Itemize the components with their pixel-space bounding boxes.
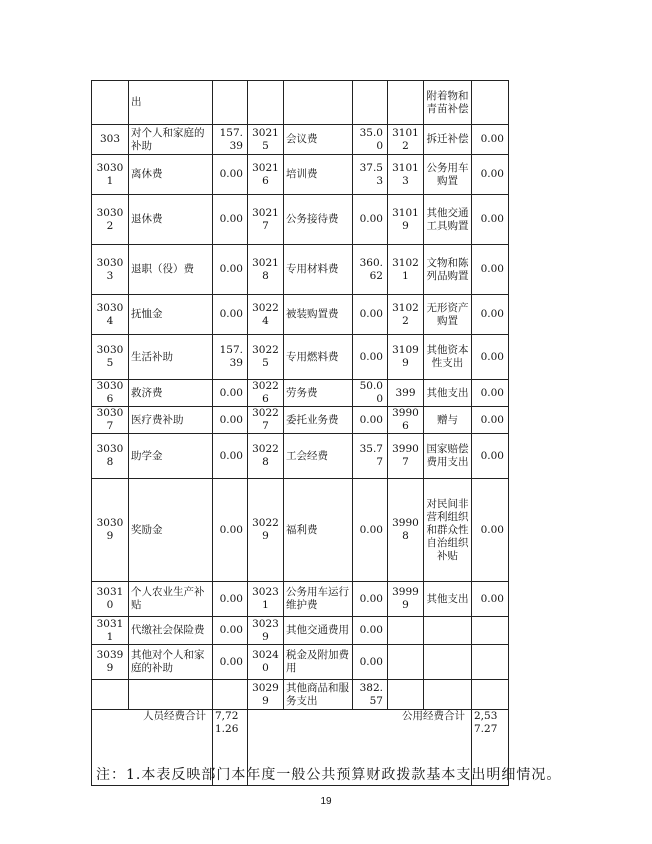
cell-name: 医疗费补助: [129, 407, 213, 434]
cell-name: 赠与: [424, 407, 472, 434]
cell-code: 30306: [92, 380, 129, 407]
personnel-total-label: 人员经费合计: [92, 710, 213, 786]
cell-name: [424, 617, 472, 645]
cell-code: [248, 81, 284, 125]
cell-name: 助学金: [129, 434, 213, 479]
cell-name: 文物和陈列品购置: [424, 245, 472, 295]
cell-code: 31022: [388, 295, 424, 335]
cell-code: 31013: [388, 155, 424, 195]
cell-amount: [213, 81, 248, 125]
cell-name: 生活补助: [129, 335, 213, 380]
cell-name: 福利费: [284, 479, 353, 582]
cell-amount: [472, 81, 509, 125]
cell-amount: 37.53: [353, 155, 388, 195]
cell-amount: 0.00: [213, 645, 248, 680]
cell-amount: 0.00: [353, 335, 388, 380]
cell-code: 30308: [92, 434, 129, 479]
table-row: [92, 680, 509, 710]
expenditure-detail-table: [91, 80, 509, 786]
cell-code: 30231: [248, 582, 284, 617]
cell-name: 其他交通工具购置: [424, 195, 472, 245]
cell-name: 公务接待费: [284, 195, 353, 245]
cell-name: 委托业务费: [284, 407, 353, 434]
cell-name: 个人农业生产补贴: [129, 582, 213, 617]
cell-name: 附着物和青苗补偿: [424, 81, 472, 125]
cell-name: 其他商品和服务支出: [284, 680, 353, 710]
cell-name: 公务用车购置: [424, 155, 472, 195]
cell-name: 离休费: [129, 155, 213, 195]
cell-code: 30303: [92, 245, 129, 295]
cell-amount: 0.00: [213, 380, 248, 407]
cell-code: 30310: [92, 582, 129, 617]
cell-name: 国家赔偿费用支出: [424, 434, 472, 479]
cell-code: [388, 617, 424, 645]
cell-amount: 0.00: [353, 479, 388, 582]
cell-name: 其他资本性支出: [424, 335, 472, 380]
table-row: [92, 195, 509, 245]
cell-amount: [213, 680, 248, 710]
table-footnote: 注：1.本表反映部门本年度一般公共预算财政拨款基本支出明细情况。: [96, 767, 562, 783]
cell-amount: 0.00: [213, 617, 248, 645]
table-row: [92, 479, 509, 582]
cell-name: 其他交通费用: [284, 617, 353, 645]
cell-amount: 0.00: [472, 434, 509, 479]
cell-code: 30302: [92, 195, 129, 245]
table-row: [92, 81, 509, 125]
page-number: 19: [320, 796, 332, 807]
table-row: [92, 295, 509, 335]
cell-code: [92, 680, 129, 710]
cell-amount: 157.39: [213, 125, 248, 155]
cell-amount: 0.00: [472, 335, 509, 380]
cell-name: 专用燃料费: [284, 335, 353, 380]
cell-name: 无形资产购置: [424, 295, 472, 335]
cell-amount: 0.00: [213, 407, 248, 434]
cell-amount: 0.00: [213, 582, 248, 617]
cell-amount: 0.00: [472, 380, 509, 407]
cell-amount: 50.00: [353, 380, 388, 407]
cell-amount: 382.57: [353, 680, 388, 710]
cell-code: [388, 645, 424, 680]
cell-code: 30239: [248, 617, 284, 645]
cell-name: 会议费: [284, 125, 353, 155]
cell-amount: 0.00: [472, 125, 509, 155]
cell-name: 对民间非营利组织和群众性自治组织补贴: [424, 479, 472, 582]
table-row: [92, 335, 509, 380]
cell-amount: 35.00: [353, 125, 388, 155]
cell-name: [424, 680, 472, 710]
cell-name: 被装购置费: [284, 295, 353, 335]
table-row: [92, 645, 509, 680]
cell-code: 31099: [388, 335, 424, 380]
cell-amount: 0.00: [213, 295, 248, 335]
cell-name: 其他支出: [424, 380, 472, 407]
cell-code: 30301: [92, 155, 129, 195]
cell-code: 30224: [248, 295, 284, 335]
cell-name: 工会经费: [284, 434, 353, 479]
cell-name: [284, 81, 353, 125]
cell-amount: 0.00: [353, 407, 388, 434]
cell-name: 劳务费: [284, 380, 353, 407]
public-total-label: 公用经费合计: [248, 710, 472, 786]
cell-name: 奖励金: [129, 479, 213, 582]
cell-name: 退职（役）费: [129, 245, 213, 295]
cell-name: 拆迁补偿: [424, 125, 472, 155]
cell-name: 退休费: [129, 195, 213, 245]
cell-name: 抚恤金: [129, 295, 213, 335]
cell-amount: [472, 680, 509, 710]
table-row: [92, 155, 509, 195]
cell-code: 30229: [248, 479, 284, 582]
cell-code: 30218: [248, 245, 284, 295]
cell-code: 30399: [92, 645, 129, 680]
cell-amount: 0.00: [353, 645, 388, 680]
table-row: [92, 434, 509, 479]
cell-amount: 0.00: [472, 155, 509, 195]
cell-code: [388, 680, 424, 710]
cell-code: [388, 81, 424, 125]
cell-code: 303: [92, 125, 129, 155]
cell-amount: 0.00: [353, 295, 388, 335]
cell-name: [129, 680, 213, 710]
cell-code: 30217: [248, 195, 284, 245]
cell-code: 30311: [92, 617, 129, 645]
cell-name: 其他支出: [424, 582, 472, 617]
cell-amount: 0.00: [213, 245, 248, 295]
public-total-value: 2,537.27: [472, 710, 509, 786]
cell-name: 其他对个人和家庭的补助: [129, 645, 213, 680]
cell-amount: 0.00: [213, 155, 248, 195]
table-row: [92, 617, 509, 645]
cell-amount: 0.00: [472, 195, 509, 245]
cell-amount: 0.00: [213, 434, 248, 479]
cell-amount: [472, 617, 509, 645]
cell-code: 39999: [388, 582, 424, 617]
cell-amount: 0.00: [472, 407, 509, 434]
table-row: [92, 582, 509, 617]
cell-code: 30309: [92, 479, 129, 582]
cell-name: 代缴社会保险费: [129, 617, 213, 645]
cell-amount: 0.00: [472, 582, 509, 617]
cell-amount: [472, 645, 509, 680]
cell-amount: 157.39: [213, 335, 248, 380]
cell-code: 31021: [388, 245, 424, 295]
cell-amount: 0.00: [472, 479, 509, 582]
table-row: [92, 407, 509, 434]
cell-code: 30240: [248, 645, 284, 680]
cell-name: 救济费: [129, 380, 213, 407]
cell-name: 税金及附加费用: [284, 645, 353, 680]
cell-name: 公务用车运行维护费: [284, 582, 353, 617]
cell-code: 399: [388, 380, 424, 407]
cell-code: [92, 81, 129, 125]
table-row: [92, 125, 509, 155]
cell-code: 30216: [248, 155, 284, 195]
cell-amount: 0.00: [472, 295, 509, 335]
cell-code: 30227: [248, 407, 284, 434]
cell-code: 30304: [92, 295, 129, 335]
personnel-total-value: 7,721.26: [213, 710, 248, 786]
cell-name: 培训费: [284, 155, 353, 195]
cell-amount: 0.00: [353, 195, 388, 245]
cell-code: 30225: [248, 335, 284, 380]
cell-amount: 0.00: [353, 617, 388, 645]
cell-code: 31012: [388, 125, 424, 155]
cell-code: 31019: [388, 195, 424, 245]
cell-amount: 35.77: [353, 434, 388, 479]
table-row: [92, 380, 509, 407]
cell-name: [424, 645, 472, 680]
cell-amount: 360.62: [353, 245, 388, 295]
cell-name: 对个人和家庭的补助: [129, 125, 213, 155]
cell-code: 30215: [248, 125, 284, 155]
cell-code: 30228: [248, 434, 284, 479]
cell-code: 30307: [92, 407, 129, 434]
cell-amount: 0.00: [353, 582, 388, 617]
table-row: [92, 245, 509, 295]
cell-code: 30305: [92, 335, 129, 380]
table-body: [92, 81, 509, 710]
cell-name: 专用材料费: [284, 245, 353, 295]
cell-code: 39906: [388, 407, 424, 434]
cell-amount: 0.00: [213, 195, 248, 245]
cell-amount: [353, 81, 388, 125]
cell-amount: 0.00: [472, 245, 509, 295]
cell-code: 39908: [388, 479, 424, 582]
cell-name: 出: [129, 81, 213, 125]
cell-code: 30226: [248, 380, 284, 407]
cell-code: 30299: [248, 680, 284, 710]
cell-amount: 0.00: [213, 479, 248, 582]
cell-code: 39907: [388, 434, 424, 479]
